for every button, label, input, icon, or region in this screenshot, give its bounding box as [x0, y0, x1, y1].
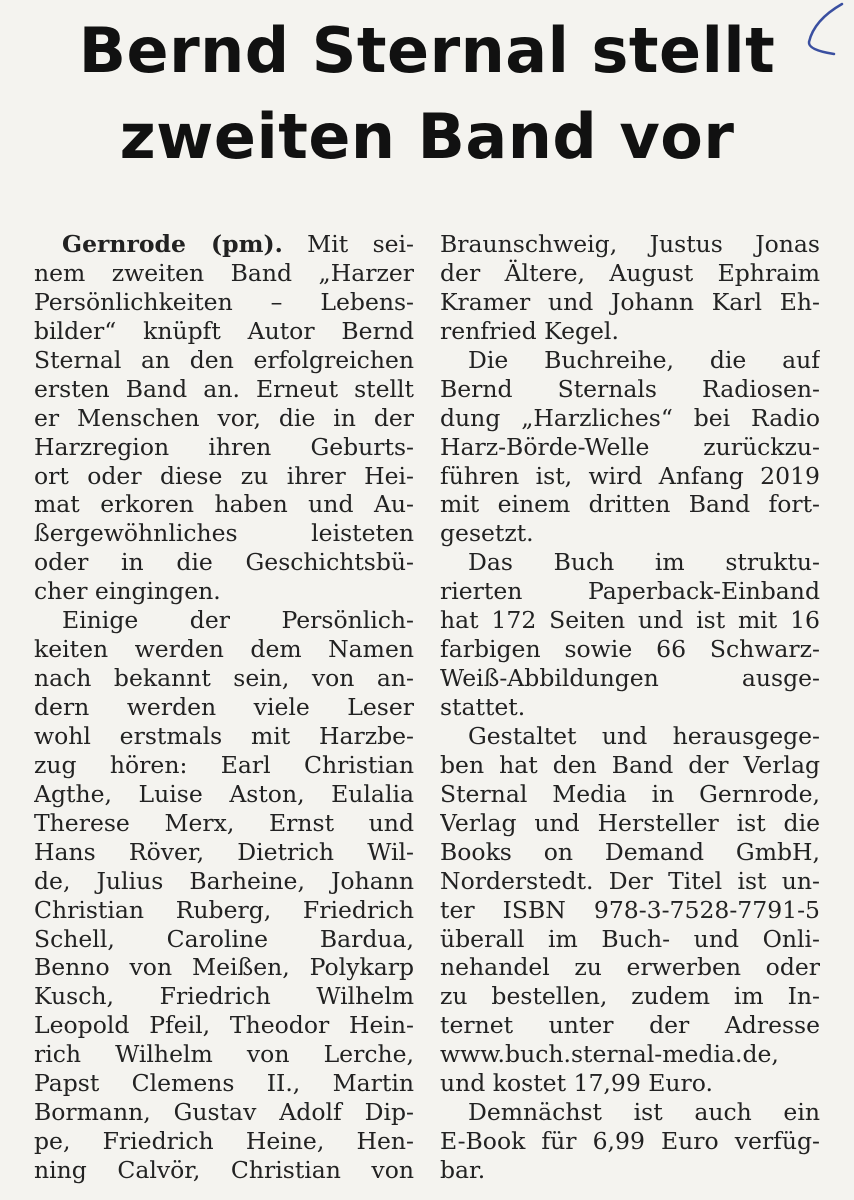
article-line-text: zug hören: Earl Christian	[34, 750, 414, 779]
article-line	[34, 780, 414, 809]
article-line	[34, 722, 414, 751]
article-line-text: ning Calvör, Christian von	[34, 1156, 414, 1184]
article-line-text: farbigen sowie 66 Schwarz-	[440, 635, 820, 664]
article-line	[440, 577, 820, 606]
article-line-text: Bormann, Gustav Adolf Dip-	[34, 1098, 414, 1127]
article-line	[34, 809, 414, 838]
article-line-text: Persönlichkeiten – Lebens-	[34, 287, 414, 316]
article-line	[440, 867, 820, 896]
article-line-text: ben hat den Band der Verlag	[440, 750, 820, 779]
article-line-text: der Ältere, August Ephraim	[440, 258, 820, 287]
article-line-text: ternet unter der Adresse	[440, 1011, 820, 1040]
article-line	[440, 1156, 820, 1185]
pen-mark-icon	[794, 0, 854, 80]
article-line	[440, 722, 820, 751]
article-line	[440, 230, 820, 259]
article-line-text: bar.	[440, 1156, 486, 1184]
article-line	[34, 751, 414, 780]
article-line-text: und kostet 17,99 Euro.	[440, 1069, 713, 1098]
article-line	[34, 462, 414, 491]
article-line-text: de, Julius Barheine, Johann	[34, 866, 414, 895]
article-line	[440, 1098, 820, 1127]
article-line	[440, 838, 820, 867]
article-line-text: Die Buchreihe, die auf	[468, 345, 820, 374]
article-line-text: Therese Merx, Ernst und	[34, 808, 414, 837]
article-line-text: Sternal Media in Gernrode,	[440, 779, 820, 808]
article-line	[34, 1069, 414, 1098]
article-line-text: Mit sei-	[307, 230, 414, 258]
article-line	[440, 404, 820, 433]
article-line-text: bilder“ knüpft Autor Bernd	[34, 316, 414, 345]
article-line-text: Braunschweig, Justus Jonas	[440, 230, 820, 258]
article-line-text: Papst Clemens II., Martin	[34, 1069, 414, 1098]
article-line-text: pe, Friedrich Heine, Hen-	[34, 1127, 414, 1156]
article-line	[440, 896, 820, 925]
article-line	[440, 259, 820, 288]
article-line-text: Das Buch im struktu-	[468, 548, 820, 577]
article-line-text: Norderstedt. Der Titel ist un-	[440, 866, 820, 895]
article-line	[34, 925, 414, 954]
article-line-text: rierten Paperback-Einband	[440, 577, 820, 606]
article-line-text: Agthe, Luise Aston, Eulalia	[34, 779, 414, 808]
article-line	[440, 1127, 820, 1156]
article-line-text: gesetzt.	[440, 519, 534, 548]
article-line-text: keiten werden dem Namen	[34, 635, 414, 664]
article-line-text: Schell, Caroline Bardua,	[34, 924, 414, 953]
article-line	[440, 1069, 820, 1098]
article-line-text: Gestaltet und herausgege-	[468, 721, 820, 750]
article-line-text: hat 172 Seiten und ist mit 16	[440, 606, 820, 635]
article-line	[440, 433, 820, 462]
article-line-text: Harz-Börde-Welle zurückzu-	[440, 432, 820, 461]
article-line	[440, 375, 820, 404]
article-line-text: führen ist, wird Anfang 2019	[440, 461, 820, 490]
article-line-text: überall im Buch- und Onli-	[440, 924, 820, 953]
article-line-text: ter ISBN 978-3-7528-7791-5	[440, 895, 820, 924]
article-line	[34, 664, 414, 693]
article-line	[34, 606, 414, 635]
article-line-text: nem zweiten Band „Harzer	[34, 258, 414, 287]
article-line-text: wohl erstmals mit Harzbe-	[34, 721, 414, 750]
article-line	[34, 259, 414, 288]
article-line	[34, 346, 414, 375]
article-line	[34, 1011, 414, 1040]
article-column-right	[440, 230, 820, 1185]
article-line	[34, 490, 414, 519]
article-line	[440, 346, 820, 375]
article-line	[34, 867, 414, 896]
article-line-text: Benno von Meißen, Polykarp	[34, 953, 414, 982]
article-line	[440, 780, 820, 809]
article-line-text: ßergewöhnliches leisteten	[34, 519, 414, 548]
article-line-text: nach bekannt sein, von an-	[34, 664, 414, 693]
article-line-text: Weiß-Abbildungen ausge-	[440, 664, 820, 693]
article-line-text: mit einem dritten Band fort-	[440, 490, 820, 519]
article-line-text: E-Book für 6,99 Euro verfüg-	[440, 1127, 820, 1156]
article-line	[440, 490, 820, 519]
article-line	[34, 838, 414, 867]
headline-line-2: zweiten Band vor	[119, 100, 735, 173]
article-line	[440, 693, 820, 722]
article-line	[440, 664, 820, 693]
article-line-text: Harzregion ihren Geburts-	[34, 432, 414, 461]
article-line-text: Bernd Sternals Radiosen-	[440, 374, 820, 403]
dateline: Gernrode (pm).	[62, 230, 283, 258]
article-line	[440, 1011, 820, 1040]
article-line	[34, 519, 414, 548]
article-line-text: er Menschen vor, die in der	[34, 403, 414, 432]
article-line	[440, 635, 820, 664]
article-line-text: Demnächst ist auch ein	[468, 1098, 820, 1127]
article-line	[440, 982, 820, 1011]
article-line-text: Leopold Pfeil, Theodor Hein-	[34, 1011, 414, 1040]
article-line-text: stattet.	[440, 693, 526, 721]
article-line-text: mat erkoren haben und Au-	[34, 490, 414, 519]
article-line-text: Einige der Persönlich-	[62, 606, 414, 635]
article-line	[34, 577, 414, 606]
article-line	[34, 1127, 414, 1156]
article-line	[440, 1040, 820, 1069]
article-line-text: oder in die Geschichtsbü-	[34, 548, 414, 577]
article-line	[34, 1040, 414, 1069]
article-line-text: cher eingingen.	[34, 577, 221, 606]
article-line-text: zu bestellen, zudem im In-	[440, 982, 820, 1011]
article-line	[34, 288, 414, 317]
article-line-text: rich Wilhelm von Lerche,	[34, 1040, 414, 1069]
article-line	[440, 809, 820, 838]
article-line	[34, 548, 414, 577]
article-line	[440, 317, 820, 346]
article-line-text: Verlag und Hersteller ist die	[440, 808, 820, 837]
article-line-text: Christian Ruberg, Friedrich	[34, 895, 414, 924]
article-line	[34, 1156, 414, 1185]
article-line-text: renfried Kegel.	[440, 316, 619, 345]
article-line	[34, 230, 414, 259]
article-line-text: Books on Demand GmbH,	[440, 837, 820, 866]
article-line	[34, 317, 414, 346]
article-line	[440, 548, 820, 577]
article-line	[440, 462, 820, 491]
article-line-text: ersten Band an. Erneut stellt	[34, 374, 414, 403]
article-line	[34, 375, 414, 404]
article-column-left	[34, 230, 414, 1185]
article-line-text: www.buch.sternal-media.de,	[440, 1040, 779, 1069]
article-line-text: Sternal an den erfolgreichen	[34, 345, 414, 374]
article-line-text: dern werden viele Leser	[34, 693, 414, 721]
article-line	[440, 925, 820, 954]
article-line-text: Hans Röver, Dietrich Wil-	[34, 837, 414, 866]
article-line	[34, 635, 414, 664]
article-line	[34, 1098, 414, 1127]
article-line	[440, 519, 820, 548]
article-line-text: Kramer und Johann Karl Eh-	[440, 287, 820, 316]
article-line	[440, 606, 820, 635]
article-line-text: Kusch, Friedrich Wilhelm	[34, 982, 414, 1011]
article-line	[440, 953, 820, 982]
article-line-text: dung „Harzliches“ bei Radio	[440, 403, 820, 432]
article-line	[34, 433, 414, 462]
headline-line-1: Bernd Sternal stellt	[78, 14, 776, 87]
article-line	[440, 288, 820, 317]
article-line	[34, 693, 414, 722]
article-line-text: ort oder diese zu ihrer Hei-	[34, 461, 414, 490]
article-line	[34, 404, 414, 433]
article-line-text: nehandel zu erwerben oder	[440, 953, 820, 982]
article-line	[440, 751, 820, 780]
article-line	[34, 896, 414, 925]
article-line	[34, 982, 414, 1011]
article-line	[34, 953, 414, 982]
